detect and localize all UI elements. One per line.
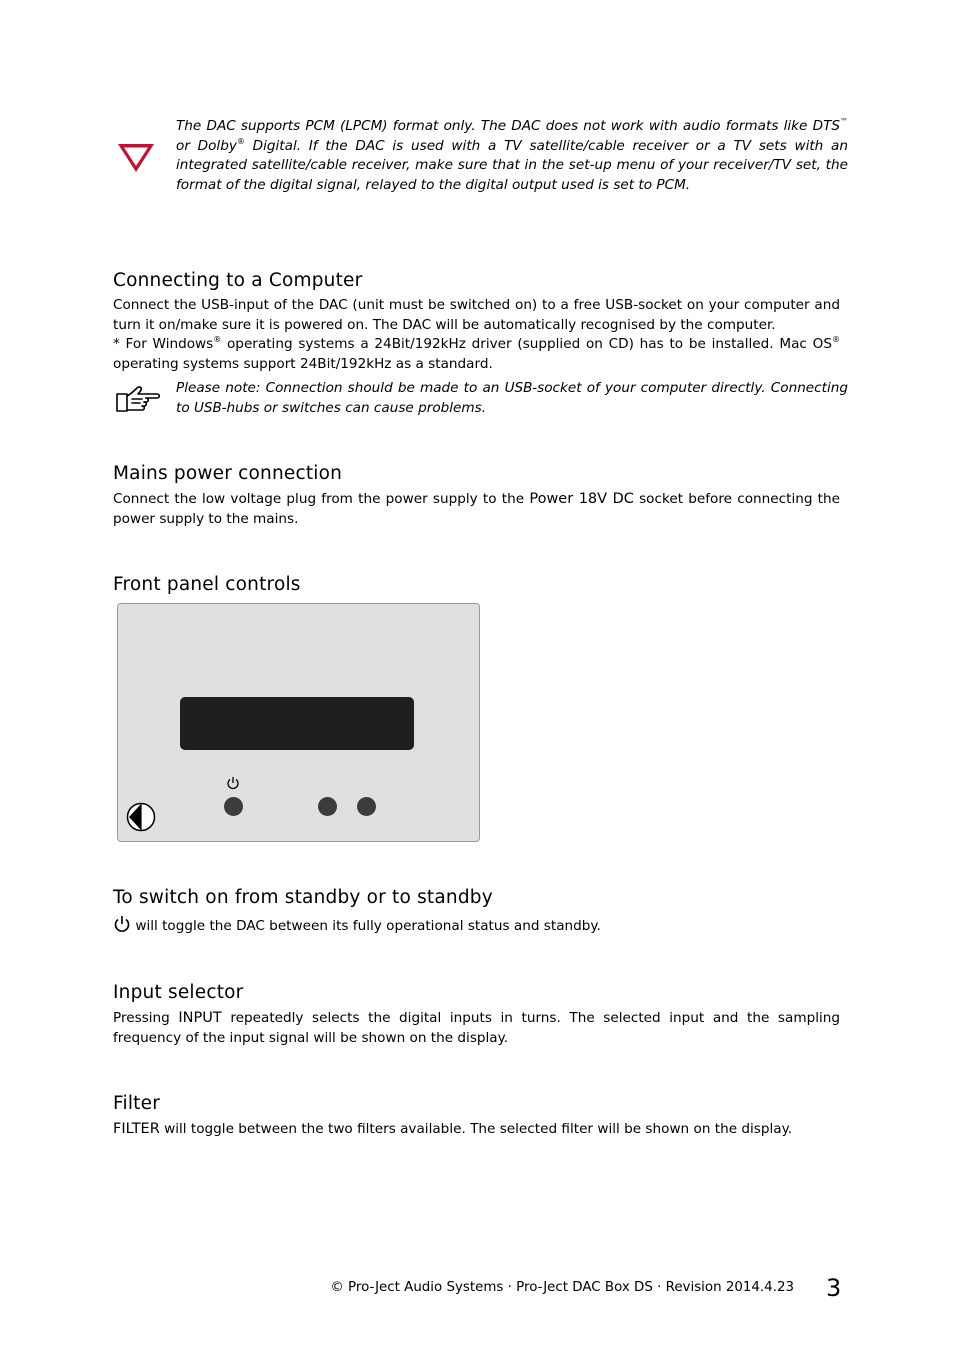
input-button[interactable] [318, 797, 337, 816]
warning-triangle-icon [117, 143, 155, 173]
filter-button[interactable] [357, 797, 376, 816]
input-keyword: INPUT [178, 1010, 222, 1026]
front-panel-display [180, 697, 414, 750]
section-heading-filter: Filter [113, 1093, 161, 1114]
power-button[interactable] [224, 797, 243, 816]
power-icon [226, 776, 240, 790]
page-number: 3 [826, 1274, 842, 1302]
filter-instructions: FILTER will toggle between the two filters available. The selected filter will be shown on the display. [113, 1121, 793, 1137]
section-heading-input: Input selector [113, 982, 244, 1003]
pcm-format-note: The DAC supports PCM (LPCM) format only. The DAC does not work with audio formats like DTS™ or Dolby® Digital. If the DAC is used with a TV satellite/cable receiver or a TV sets with an integrated satellite/cable receiver, make sure that in the set-up menu of your receiver/TV set, the format of the digital signal, relayed to the digital output used is set to PCM. [176, 117, 848, 193]
computer-instructions: Connect the USB-input of the DAC (unit must be switched on) to a free USB-socket on your computer and turn it on/make sure it is powered on. The DAC will be automatically recognised by the computer. * For Windows® operating systems a 24Bit/192kHz driver (supplied on CD) has to be installed. Mac OS® operating systems support 24Bit/192kHz as a standard. [113, 297, 840, 372]
pointing-hand-icon [115, 384, 161, 414]
power-socket-label: Power 18V DC [529, 491, 634, 507]
project-logo-icon [126, 802, 156, 832]
page-footer: © Pro-Ject Audio Systems · Pro-Ject DAC Box DS · Revision 2014.4.23 [330, 1280, 794, 1295]
usb-connection-note: Please note: Connection should be made to an USB-socket of your computer directly. Connecting to USB-hubs or switches can cause problems. [176, 380, 848, 416]
standby-instructions: will toggle the DAC between its fully operational status and standby. [113, 915, 840, 937]
mains-instructions: Connect the low voltage plug from the power supply to the Power 18V DC socket before connecting the power supply to the mains. [113, 491, 840, 527]
section-heading-front-panel: Front panel controls [113, 574, 301, 595]
input-instructions: Pressing INPUT repeatedly selects the digital inputs in turns. The selected input and the sampling frequency of the input signal will be shown on the display. [113, 1010, 840, 1046]
section-heading-standby: To switch on from standby or to standby [113, 887, 493, 908]
section-heading-computer: Connecting to a Computer [113, 270, 363, 291]
power-icon [113, 915, 131, 933]
section-heading-mains: Mains power connection [113, 463, 343, 484]
filter-keyword: FILTER [113, 1121, 160, 1137]
